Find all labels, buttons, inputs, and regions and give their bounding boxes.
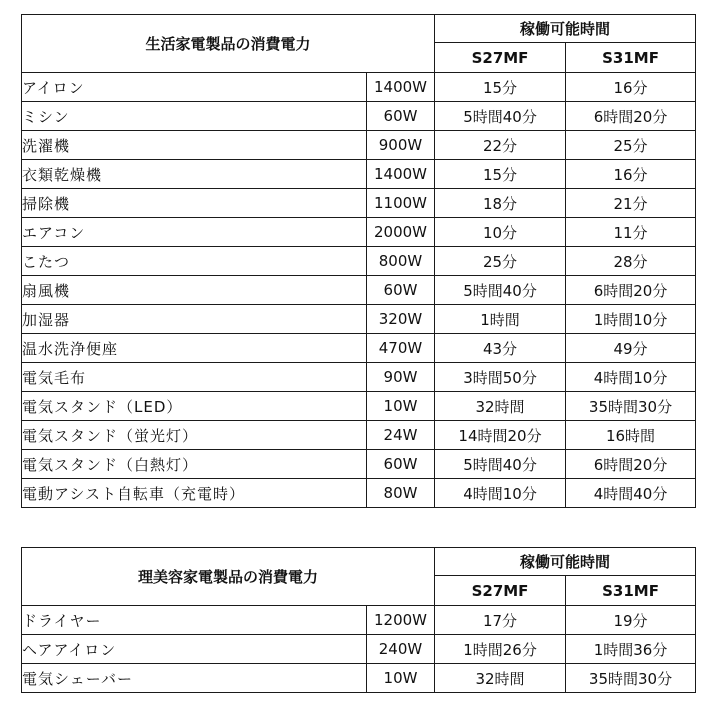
- category-header: 理美容家電製品の消費電力: [22, 548, 435, 606]
- household-power-table: [21, 14, 696, 508]
- wattage-cell: 900W: [367, 131, 435, 160]
- runtime-s31mf-cell: 6時間20分: [566, 276, 696, 305]
- table-row: [22, 606, 696, 635]
- appliance-name-cell: 電気スタンド（白熱灯）: [22, 450, 367, 479]
- runtime-s27mf-cell: 32時間: [435, 664, 566, 693]
- table-row: [22, 334, 696, 363]
- beauty-power-table: [21, 547, 696, 693]
- runtime-s27mf-cell: 5時間40分: [435, 276, 566, 305]
- appliance-name-cell: ミシン: [22, 102, 367, 131]
- wattage-cell: 60W: [367, 450, 435, 479]
- runtime-s31mf-cell: 35時間30分: [566, 392, 696, 421]
- table-row: [22, 189, 696, 218]
- table-row: [22, 664, 696, 693]
- runtime-s27mf-cell: 5時間40分: [435, 450, 566, 479]
- appliance-name-cell: ドライヤー: [22, 606, 367, 635]
- runtime-s27mf-cell: 43分: [435, 334, 566, 363]
- table-row: [22, 421, 696, 450]
- table-row: [22, 218, 696, 247]
- appliance-name-cell: 電気シェーバー: [22, 664, 367, 693]
- appliance-name-cell: 加湿器: [22, 305, 367, 334]
- wattage-cell: 470W: [367, 334, 435, 363]
- runtime-s27mf-cell: 18分: [435, 189, 566, 218]
- runtime-s31mf-cell: 6時間20分: [566, 102, 696, 131]
- wattage-cell: 1200W: [367, 606, 435, 635]
- table-row: [22, 450, 696, 479]
- appliance-name-cell: 電気毛布: [22, 363, 367, 392]
- wattage-cell: 240W: [367, 635, 435, 664]
- wattage-cell: 1100W: [367, 189, 435, 218]
- table-row: [22, 363, 696, 392]
- appliance-name-cell: 衣類乾燥機: [22, 160, 367, 189]
- model-header-s31mf: S31MF: [566, 43, 696, 73]
- runtime-s27mf-cell: 1時間: [435, 305, 566, 334]
- table-row: [22, 635, 696, 664]
- runtime-s27mf-cell: 4時間10分: [435, 479, 566, 508]
- appliance-name-cell: ヘアアイロン: [22, 635, 367, 664]
- runtime-s31mf-cell: 19分: [566, 606, 696, 635]
- wattage-cell: 800W: [367, 247, 435, 276]
- runtime-s31mf-cell: 6時間20分: [566, 450, 696, 479]
- runtime-s27mf-cell: 15分: [435, 160, 566, 189]
- appliance-name-cell: 電動アシスト自転車（充電時）: [22, 479, 367, 508]
- runtime-s31mf-cell: 11分: [566, 218, 696, 247]
- wattage-cell: 60W: [367, 102, 435, 131]
- table-row: [22, 276, 696, 305]
- wattage-cell: 60W: [367, 276, 435, 305]
- runtime-s31mf-cell: 25分: [566, 131, 696, 160]
- runtime-s31mf-cell: 49分: [566, 334, 696, 363]
- runtime-s27mf-cell: 17分: [435, 606, 566, 635]
- runtime-s27mf-cell: 14時間20分: [435, 421, 566, 450]
- wattage-cell: 10W: [367, 664, 435, 693]
- runtime-header: 稼働可能時間: [435, 548, 696, 576]
- appliance-name-cell: 電気スタンド（蛍光灯）: [22, 421, 367, 450]
- wattage-cell: 24W: [367, 421, 435, 450]
- model-header-s31mf: S31MF: [566, 576, 696, 606]
- wattage-cell: 80W: [367, 479, 435, 508]
- table-row: [22, 392, 696, 421]
- appliance-name-cell: 電気スタンド（LED）: [22, 392, 367, 421]
- runtime-s31mf-cell: 16分: [566, 73, 696, 102]
- runtime-s27mf-cell: 1時間26分: [435, 635, 566, 664]
- model-header-s27mf: S27MF: [435, 576, 566, 606]
- runtime-s31mf-cell: 21分: [566, 189, 696, 218]
- runtime-s27mf-cell: 22分: [435, 131, 566, 160]
- table-row: [22, 479, 696, 508]
- runtime-s27mf-cell: 15分: [435, 73, 566, 102]
- runtime-header: 稼働可能時間: [435, 15, 696, 43]
- wattage-cell: 90W: [367, 363, 435, 392]
- wattage-cell: 1400W: [367, 73, 435, 102]
- appliance-name-cell: 扇風機: [22, 276, 367, 305]
- runtime-s27mf-cell: 3時間50分: [435, 363, 566, 392]
- table-row: [22, 73, 696, 102]
- table-row: [22, 305, 696, 334]
- runtime-s27mf-cell: 32時間: [435, 392, 566, 421]
- appliance-name-cell: 掃除機: [22, 189, 367, 218]
- runtime-s27mf-cell: 25分: [435, 247, 566, 276]
- appliance-name-cell: 洗濯機: [22, 131, 367, 160]
- appliance-name-cell: 温水洗浄便座: [22, 334, 367, 363]
- runtime-s31mf-cell: 4時間40分: [566, 479, 696, 508]
- appliance-name-cell: こたつ: [22, 247, 367, 276]
- category-header: 生活家電製品の消費電力: [22, 15, 435, 73]
- runtime-s31mf-cell: 16分: [566, 160, 696, 189]
- table-row: [22, 160, 696, 189]
- runtime-s31mf-cell: 1時間10分: [566, 305, 696, 334]
- appliance-name-cell: エアコン: [22, 218, 367, 247]
- appliance-name-cell: アイロン: [22, 73, 367, 102]
- runtime-s27mf-cell: 10分: [435, 218, 566, 247]
- runtime-s31mf-cell: 35時間30分: [566, 664, 696, 693]
- table-row: [22, 247, 696, 276]
- model-header-s27mf: S27MF: [435, 43, 566, 73]
- runtime-s31mf-cell: 4時間10分: [566, 363, 696, 392]
- wattage-cell: 2000W: [367, 218, 435, 247]
- runtime-s31mf-cell: 16時間: [566, 421, 696, 450]
- table-row: [22, 102, 696, 131]
- runtime-s31mf-cell: 28分: [566, 247, 696, 276]
- wattage-cell: 320W: [367, 305, 435, 334]
- wattage-cell: 10W: [367, 392, 435, 421]
- runtime-s31mf-cell: 1時間36分: [566, 635, 696, 664]
- runtime-s27mf-cell: 5時間40分: [435, 102, 566, 131]
- table-row: [22, 131, 696, 160]
- wattage-cell: 1400W: [367, 160, 435, 189]
